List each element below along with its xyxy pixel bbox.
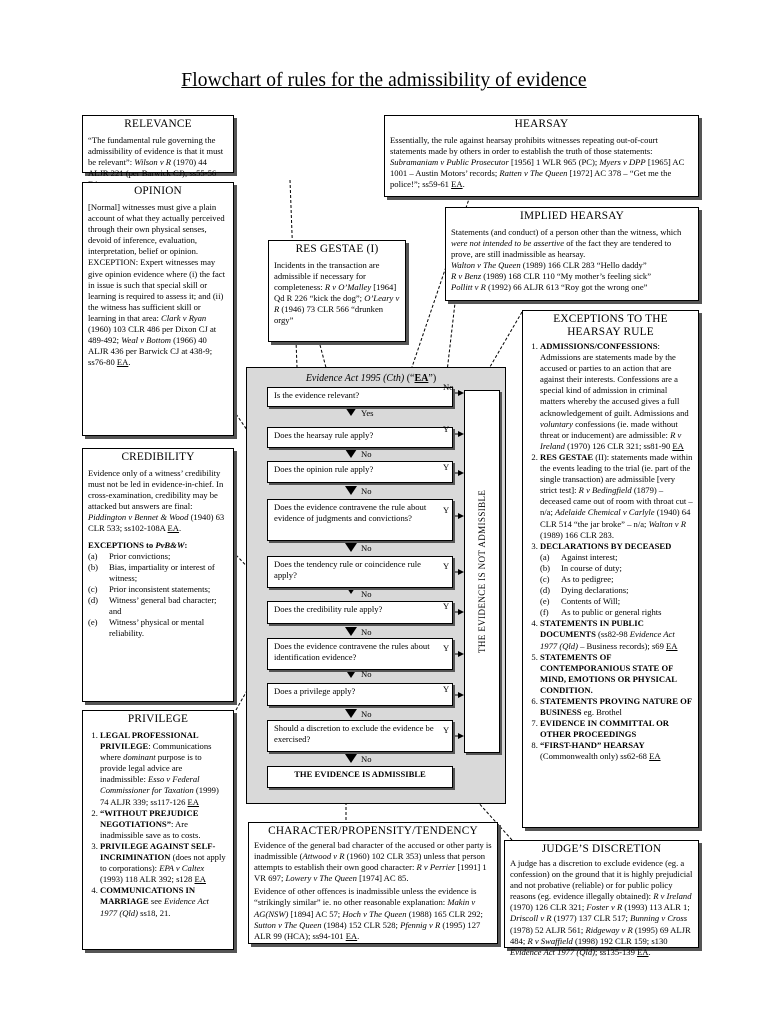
flow-yes-label: Yes bbox=[361, 408, 374, 418]
privilege-list bbox=[88, 730, 228, 919]
evidence-act-label: Evidence Act 1995 (Cth) (“EA”) bbox=[305, 373, 437, 384]
exception-item: 8. “FIRST-HAND” HEARSAY (Commonwealth only) ss62-68 EA bbox=[540, 740, 693, 762]
credibility-box bbox=[82, 448, 234, 702]
declaration-item: (d) Dying declarations; bbox=[540, 585, 629, 596]
not-admissible-label: THE EVIDENCE IS NOT ADMISSIBLE bbox=[477, 489, 487, 654]
discretion-heading: JUDGE’S DISCRETION bbox=[541, 843, 662, 855]
relevance-box bbox=[82, 115, 234, 179]
discretion-text: A judge has a discretion to exclude evidence (eg. a confession) on the ground that it is highly prejudicial and not probative (reliable) or for public policy reasons (eg. evidence illegally obtained): R v Ireland (1970) 126 CLR 321; Foster v R (1993) 113 ALR 1; Driscoll v R (1977) 137 CLR 517; Bunning v Cross (1978) 52 ALJR 561; Ridgeway v R (1995) 69 ALJR 484; R v Swaffield (1998) 192 CLR 159; s130 Evidence Act 1977 (Qld); ss135-139 EA. bbox=[510, 858, 693, 957]
exception-item: 2. RES GESTAE (II): statements made within the events leading to the trial (ie. part of the single transaction) are admissible [very strict test]: R v Bedingfield (1879) – deceased came out of room with throat cut – n/a; Adelaide Chemical v Carlyle (1940) 64 CLR 514 “the jar broke” – n/a; Walton v R (1989) 166 CLR 283. bbox=[540, 452, 693, 541]
implied-hearsay-heading: IMPLIED HEARSAY bbox=[520, 210, 624, 222]
res-gestae-heading: RES GESTAE (I) bbox=[295, 243, 379, 255]
flow-no-label: No bbox=[361, 669, 372, 679]
implied-hearsay-box bbox=[445, 207, 699, 301]
opinion-text: [Normal] witnesses must give a plain account of what they actually perceived through their own physical senses, devoid of inference, evaluation, interpretation, belief or opinion. bbox=[88, 202, 225, 257]
implied-hearsay-case-3: Pollitt v R (1992) 66 ALJR 613 “Roy got the wrong one” bbox=[451, 282, 648, 293]
flow-no-label: No bbox=[361, 449, 372, 459]
declaration-item: (b) In course of duty; bbox=[540, 562, 622, 573]
declaration-item: (f) As to public or general rights bbox=[540, 607, 662, 618]
flow-step-discretion: Should a discretion to exclude the evidence be exercised? bbox=[267, 720, 453, 752]
flow-y-label: Y bbox=[443, 725, 450, 735]
flow-step-tendency: Does the tendency rule or coincidence rule apply? bbox=[267, 556, 453, 588]
credibility-exceptions-label: EXCEPTIONS to PvB&W: bbox=[88, 539, 188, 550]
declaration-item: (c) As to pedigree; bbox=[540, 573, 614, 584]
flow-y-label: Y bbox=[443, 601, 450, 611]
relevance-heading: RELEVANCE bbox=[124, 118, 192, 130]
flow-step-opinion: Does the opinion rule apply? bbox=[267, 461, 453, 483]
exception-item: 4. STATEMENTS IN PUBLIC DOCUMENTS (ss82-98 Evidence Act 1977 (Qld) – Business records); s69 EA bbox=[540, 618, 693, 651]
hearsay-text: Essentially, the rule against hearsay prohibits witnesses repeating out-of-court statements made by others in order to establish the truth of those statements: Subramaniam v Public Prosecutor [1956] 1 WLR 965 (PC); Myers v DPP [1965] AC 1001 – Austin Motors’ records; Ratten v The Queen [1972] AC 378 – “Get me the police!”; ss59-61 EA. bbox=[390, 135, 685, 190]
hearsay-box bbox=[384, 115, 699, 197]
res-gestae-box bbox=[268, 240, 406, 342]
flow-step-judgments: Does the evidence contravene the rule about evidence of judgments and convictions? bbox=[267, 499, 453, 541]
flow-y-label: Y bbox=[443, 561, 450, 571]
exception-item: 1. ADMISSIONS/CONFESSIONS: Admissions are statements made by the accused or parties to an action that are against their interests. Confessions are a special kind of admission in criminal matters whereby the accused gives a full acknowledgement of guilt. Admissions and voluntary confessions (ie. made without threat or inducement) are admissible: R v Ireland (1970) 126 CLR 321; ss81-90 EA bbox=[540, 341, 693, 452]
credibility-exception-item: (a) Prior convictions; bbox=[88, 550, 171, 561]
character-text-2: Evidence of other offences is inadmissible unless the evidence is “strikingly similar” ie. no other reasonable explanation: Makin v AG(NSW) [1894] AC 57; Hoch v The Queen (1988) 165 CLR 292; Sutton v The Queen (1984) 152 CLR 528; Pfennig v R (1995) 127 ALR 99 (HCA); ss94-101 EA. bbox=[254, 886, 483, 941]
character-text-1: Evidence of the general bad character of the accused or other party is inadmissible (Attwood v R (1960) 102 CLR 353) unless that person attempts to establish their own good character: R v Perrier [1991] 1 VR 697; Lowery v The Queen [1974] AC 85. bbox=[254, 840, 492, 884]
exceptions-list bbox=[528, 341, 693, 763]
declaration-item: (e) Contents of Will; bbox=[540, 596, 621, 607]
page-title: Flowchart of rules for the admissibility of evidence bbox=[181, 70, 587, 91]
flow-no-label: No bbox=[361, 627, 372, 637]
res-gestae-text: Incidents in the transaction are admissible if necessary for completeness: R v O’Malley [1964] Qd R 226 “kick the dog”; O’Leary v R (1946) 73 CLR 566 “drunken orgy” bbox=[274, 260, 400, 326]
credibility-exception-item: (e) Witness’ physical or mental reliability. bbox=[88, 617, 205, 639]
opinion-exception: EXCEPTION: Expert witnesses may give opinion evidence where (i) the fact in issue is such that special skill or learning is required to assess it; and (ii) the witness has sufficient skill or learning in that area: Clark v Ryan (1960) 103 CLR 486 per Dixon CJ at 489-492; Weal v Bottom (1966) 40 ALJR 436 per Barwick CJ at 438-9; ss76-80 EA. bbox=[88, 257, 225, 368]
flow-step-identification: Does the evidence contravene the rules about identification evidence? bbox=[267, 638, 453, 670]
flow-no-label: No bbox=[361, 486, 372, 496]
flow-step-hearsay: Does the hearsay rule apply? bbox=[267, 427, 453, 448]
exception-item: 7. EVIDENCE IN COMMITTAL OR OTHER PROCEEDINGS bbox=[540, 718, 693, 740]
exception-item: 5. STATEMENTS OF CONTEMPORANIOUS STATE OF MIND, EMOTIONS OR PHYSICAL CONDITION. bbox=[540, 652, 693, 696]
opinion-heading: OPINION bbox=[134, 185, 182, 197]
flow-no-label: No bbox=[361, 589, 372, 599]
flow-y-label: Y bbox=[443, 462, 450, 472]
declaration-item: (a) Against interest; bbox=[540, 551, 618, 562]
not-admissible-column bbox=[464, 390, 500, 753]
exception-item: 6. STATEMENTS PROVING NATURE OF BUSINESS eg. Brothel bbox=[540, 696, 693, 718]
deceased-declarations-list bbox=[540, 552, 693, 619]
flow-step-privilege: Does a privilege apply? bbox=[267, 683, 453, 706]
privilege-item: 3. PRIVILEGE AGAINST SELF-INCRIMINATION (does not apply to corporations): EPA v Caltex (1993) 118 ALR 392; s128 EA bbox=[100, 841, 228, 885]
credibility-text: Evidence only of a witness’ credibility must not be led in evidence-in-chief. In cross-examination, credibility may be attacked but answers are final: Piddington v Bennet & Wood (1940) 63 CLR 533; ss102-108A EA. bbox=[88, 468, 225, 534]
implied-hearsay-text: Statements (and conduct) of a person other than the witness, which were not intended to be assertive of the fact they are tendered to prove, are still inadmissible as hearsay. bbox=[451, 227, 682, 260]
flow-no-label: No bbox=[361, 754, 372, 764]
credibility-exception-item: (d) Witness’ general bad character; and bbox=[88, 595, 217, 617]
privilege-heading: PRIVILEGE bbox=[127, 713, 189, 725]
flow-step-credibility: Does the credibility rule apply? bbox=[267, 601, 453, 624]
flow-y-label: Y bbox=[443, 684, 450, 694]
credibility-exception-item: (b) Bias, impartiality or interest of witness; bbox=[88, 561, 215, 583]
flow-step-relevant: Is the evidence relevant? bbox=[267, 387, 453, 407]
character-heading: CHARACTER/PROPENSITY/TENDENCY bbox=[268, 825, 478, 837]
exceptions-heading: EXCEPTIONS TO THE HEARSAY RULE bbox=[553, 313, 668, 338]
exceptions-box bbox=[522, 310, 699, 828]
implied-hearsay-case-1: Walton v The Queen (1989) 166 CLR 283 “Hello daddy” bbox=[451, 260, 647, 271]
flow-no-label: No bbox=[361, 709, 372, 719]
flow-result-admissible: THE EVIDENCE IS ADMISSIBLE bbox=[267, 766, 453, 788]
credibility-exceptions-list bbox=[88, 551, 228, 640]
implied-hearsay-case-2: R v Benz (1989) 168 CLR 110 “My mother’s feeling sick” bbox=[451, 271, 652, 282]
exception-item: 3. DECLARATIONS BY DECEASED (a) Against interest; (b) In course of duty; (c) As to pedigree; (d) Dying declarations; (e) Contents of Will; (f) As to public or general rights bbox=[540, 541, 693, 619]
flow-no-label: No bbox=[443, 382, 454, 392]
flow-no-label: No bbox=[361, 543, 372, 553]
character-box bbox=[248, 822, 498, 944]
discretion-box bbox=[504, 840, 699, 957]
flow-y-label: Y bbox=[443, 424, 450, 434]
flow-y-label: Y bbox=[443, 505, 450, 515]
credibility-exception-item: (c) Prior inconsistent statements; bbox=[88, 583, 211, 594]
credibility-heading: CREDIBILITY bbox=[121, 451, 195, 463]
opinion-box bbox=[82, 182, 234, 436]
hearsay-heading: HEARSAY bbox=[514, 118, 569, 130]
privilege-item: 2. “WITHOUT PREJUDICE NEGOTIATIONS”: Are inadmissible save as to costs. bbox=[100, 808, 228, 841]
privilege-box bbox=[82, 710, 234, 950]
privilege-item: 1. LEGAL PROFESSIONAL PRIVILEGE: Communications where dominant purpose is to provide legal advice are inadmissible: Esso v Federal Commissioner for Taxation (1999) 74 ALJR 339; ss117-126 EA bbox=[100, 730, 228, 808]
privilege-item: 4. COMMUNICATIONS IN MARRIAGE see Evidence Act 1977 (Qld) ss18, 21. bbox=[100, 885, 228, 918]
flow-y-label: Y bbox=[443, 643, 450, 653]
relevance-text: “The fundamental rule governing the admissibility of evidence is that it must be relevant”: Wilson v R (1970) 44 ALJR 221 (per Barwick CJ); ss55-56 bbox=[88, 135, 224, 179]
